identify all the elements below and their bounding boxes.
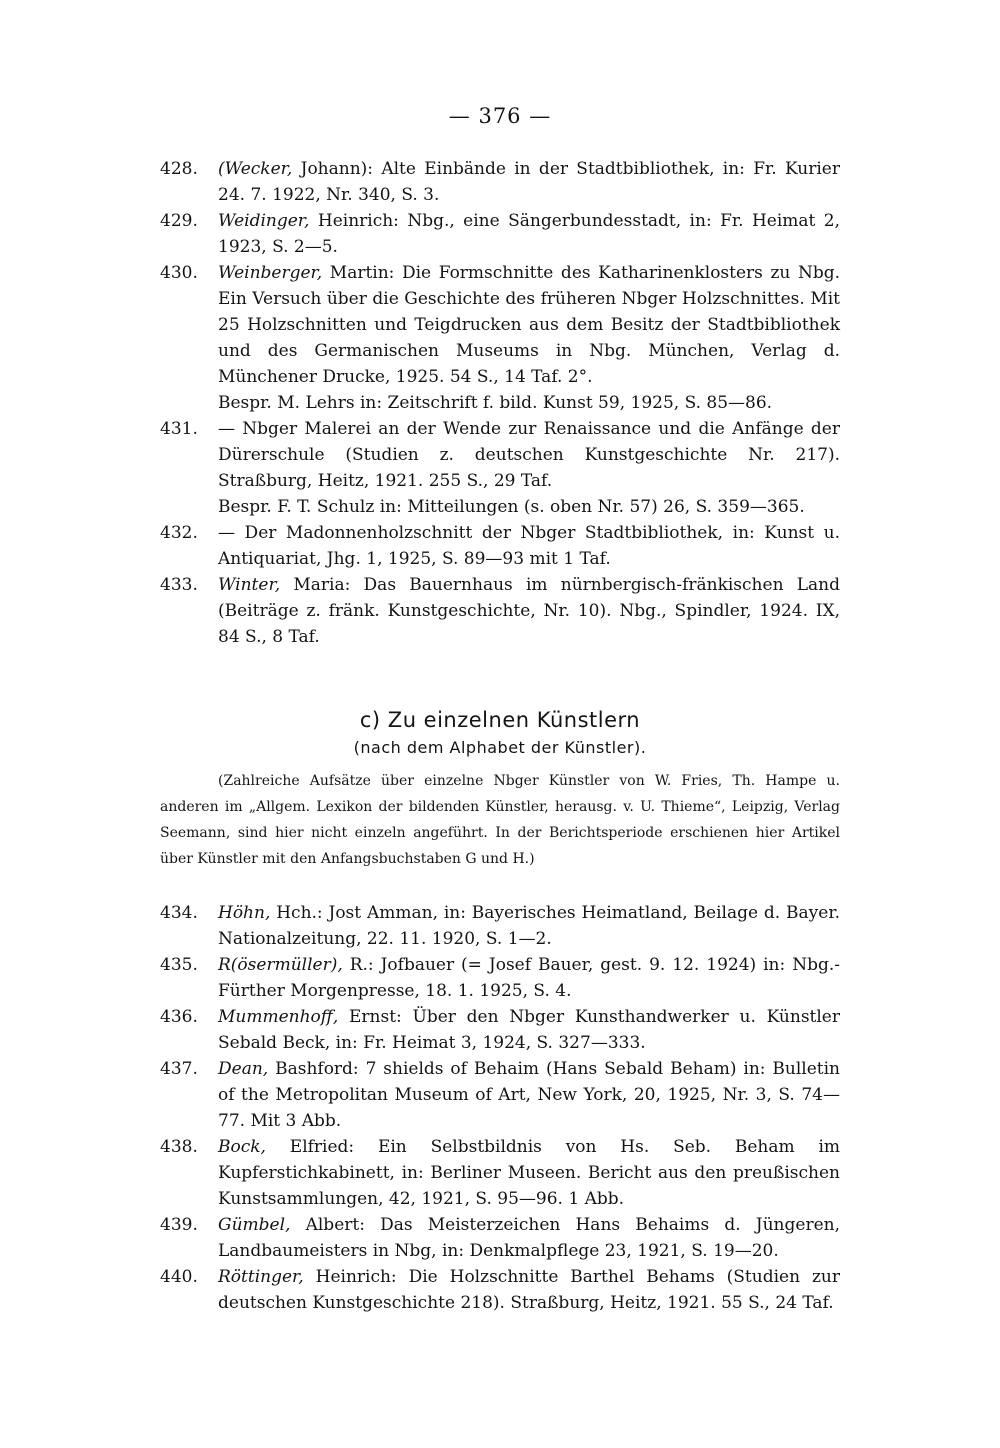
entry-author: Weinberger, [218, 263, 323, 283]
entry-text: Martin: Die Formschnitte des Katharinenklosters zu Nbg. Ein Versuch über die Geschichte des früheren Nbger Holzschnittes. Mit 25 Holzschnitten und Teigdrucken aus dem Besitz der Stadtbibliothek und des Germanischen Museums in Nbg. München, Verlag d. Münchener Drucke, 1925. 54 S., 14 Taf. 2°. [218, 263, 840, 387]
entry-author: R(ösermüller), [218, 955, 343, 975]
entry-author: (Wecker, [218, 159, 293, 179]
entry-text: — Nbger Malerei an der Wende zur Renaissance und die Anfänge der Dürerschule (Studien z. deutschen Kunstgeschichte Nr. 217). Straßburg, Heitz, 1921. 255 S., 29 Taf. [218, 419, 840, 491]
entry-number: 431. [160, 419, 198, 439]
entry-text: Bashford: 7 shields of Behaim (Hans Sebald Beham) in: Bulletin of the Metropolitan Museum of Art, New York, 20, 1925, Nr. 3, S. 74—77. Mit 3 Abb. [218, 1059, 840, 1131]
entry-number: 439. [160, 1215, 198, 1235]
entry-number: 428. [160, 159, 198, 179]
bibliography-list-a [160, 156, 840, 650]
entry-text: Albert: Das Meisterzeichen Hans Behaims d. Jüngeren, Landbaumeisters in Nbg, in: Denkmalpflege 23, 1921, S. 19—20. [218, 1215, 840, 1261]
entry-435 [160, 952, 840, 1004]
entry-author: Dean, [218, 1059, 269, 1079]
entry-number: 438. [160, 1137, 198, 1157]
entry-author: Mummenhoff, [218, 1007, 339, 1027]
entry-437 [160, 1056, 840, 1134]
entry-text: R.: Jofbauer (= Josef Bauer, gest. 9. 12. 1924) in: Nbg.-Fürther Morgenpresse, 18. 1. 1925, S. 4. [218, 955, 840, 1001]
entry-number: 435. [160, 955, 198, 975]
entry-text: — Der Madonnenholzschnitt der Nbger Stadtbibliothek, in: Kunst u. Antiquariat, Jhg. 1, 1925, S. 89—93 mit 1 Taf. [218, 523, 840, 569]
entry-author: Höhn, [218, 903, 271, 923]
entry-440 [160, 1264, 840, 1316]
entry-429 [160, 208, 840, 260]
section-subheading: (nach dem Alphabet der Künstler). [353, 738, 647, 757]
entry-text: Heinrich: Die Holzschnitte Barthel Behams (Studien zur deutschen Kunstgeschichte 218). Straßburg, Heitz, 1921. 55 S., 24 Taf. [218, 1267, 840, 1313]
entry-number: 436. [160, 1007, 198, 1027]
bibliography-list-b [160, 900, 840, 1316]
entry-text: Johann): Alte Einbände in der Stadtbibliothek, in: Fr. Kurier 24. 7. 1922, Nr. 340, S. 3. [218, 159, 840, 205]
entry-438 [160, 1134, 840, 1212]
entry-number: 429. [160, 211, 198, 231]
section-note: (Zahlreiche Aufsätze über einzelne Nbger Künstler von W. Fries, Th. Hampe u. anderen im „Allgem. Lexikon der bildenden Künstler, herausg. v. U. Thieme“, Leipzig, Verlag Seemann, sind hier nicht einzeln angeführt. In der Berichtsperiode erschienen hier Artikel über Künstler mit den Anfangsbuchstaben G und H.) [160, 773, 840, 867]
entry-number: 440. [160, 1267, 198, 1287]
entry-author: Weidinger, [218, 211, 310, 231]
entry-text: Maria: Das Bauernhaus im nürnbergisch-fränkischen Land (Beiträge z. fränk. Kunstgeschichte, Nr. 10). Nbg., Spindler, 1924. IX, 84 S., 8 Taf. [218, 575, 840, 647]
entry-439 [160, 1212, 840, 1264]
entry-434 [160, 900, 840, 952]
entry-431 [160, 416, 840, 520]
entry-author: Röttinger, [218, 1267, 304, 1287]
entry-text: Elfried: Ein Selbstbildnis von Hs. Seb. Beham im Kupferstichkabinett, in: Berliner Museen. Bericht aus den preußischen Kunstsammlungen, 42, 1921, S. 95—96. 1 Abb. [218, 1137, 840, 1209]
section-heading: c) Zu einzelnen Künstlern [359, 708, 641, 732]
entry-text: Ernst: Über den Nbger Kunsthandwerker u. Künstler Sebald Beck, in: Fr. Heimat 3, 1924, S. 327—333. [218, 1007, 840, 1053]
entry-text: Hch.: Jost Amman, in: Bayerisches Heimatland, Beilage d. Bayer. Nationalzeitung, 22. 11. 1920, S. 1—2. [218, 903, 840, 949]
entry-review: Bespr. F. T. Schulz in: Mitteilungen (s. oben Nr. 57) 26, S. 359—365. [218, 497, 805, 517]
entry-432 [160, 520, 840, 572]
entry-428 [160, 156, 840, 208]
entry-436 [160, 1004, 840, 1056]
entry-number: 434. [160, 903, 198, 923]
entry-author: Bock, [218, 1137, 266, 1157]
entry-number: 433. [160, 575, 198, 595]
entry-number: 437. [160, 1059, 198, 1079]
page-number: — 376 — [448, 104, 552, 128]
entry-author: Winter, [218, 575, 281, 595]
entry-number: 430. [160, 263, 198, 283]
entry-number: 432. [160, 523, 198, 543]
entry-author: Gümbel, [218, 1215, 291, 1235]
entry-text: Heinrich: Nbg., eine Sängerbundesstadt, in: Fr. Heimat 2, 1923, S. 2—5. [218, 211, 840, 257]
entry-review: Bespr. M. Lehrs in: Zeitschrift f. bild. Kunst 59, 1925, S. 85—86. [218, 393, 773, 413]
entry-430 [160, 260, 840, 416]
entry-433 [160, 572, 840, 650]
